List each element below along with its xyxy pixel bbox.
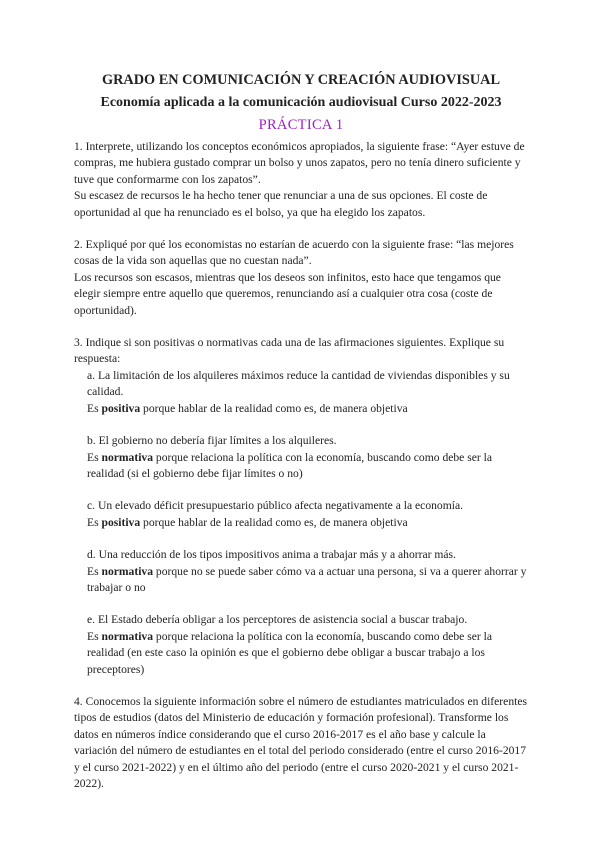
item-e-answer: Es normativa porque relaciona la política con la economía, buscando como debe ser la realidad (en este caso la opinión es que el gobierno debe obligar a buscar trabajo a los preceptores) (87, 629, 493, 676)
question-3 (74, 335, 528, 678)
item-c-statement: c. Un elevado déficit presupuestario público afecta negativamente a la economía. (87, 499, 463, 513)
question-3-text: 3. Indique si son positivas o normativas cada una de las afirmaciones siguientes. Explique su respuesta: (74, 336, 505, 366)
item-c (74, 498, 528, 531)
item-d (74, 547, 528, 596)
question-1 (74, 139, 528, 221)
document-title: GRADO EN COMUNICACIÓN Y CREACIÓN AUDIOVISUAL (101, 72, 501, 88)
item-a-answer: Es positiva porque hablar de la realidad como es, de manera objetiva (87, 401, 408, 415)
question-4 (74, 694, 528, 792)
item-d-statement: d. Una reducción de los tipos impositivos anima a trabajar más y a ahorrar más. (87, 548, 456, 562)
classification-label: normativa (101, 564, 154, 578)
item-e-statement: e. El Estado debería obligar a los perceptores de asistencia social a buscar trabajo. (87, 613, 468, 627)
item-b-statement: b. El gobierno no debería fijar límites a los alquileres. (87, 434, 337, 448)
item-b (74, 433, 528, 482)
classification-label: positiva (101, 401, 141, 415)
question-4-text: 4. Conocemos la siguiente información sobre el número de estudiantes matriculados en diferentes tipos de estudios (datos del Ministerio de educación y formación profesional). Transforme los datos en números índice considerando que el curso 2016-2017 es el año base y calcule la variación del número de estudiantes en el total del periodo considerado (entre el curso 2016-2017 y el curso 2021-2022) y en el último año del periodo (entre el curso 2020-2021 y el curso 2021-2022). (74, 694, 527, 790)
practice-heading: PRÁCTICA 1 (258, 117, 344, 133)
item-a-statement: a. La limitación de los alquileres máximos reduce la cantidad de viviendas disponibles y su calidad. (87, 368, 510, 399)
classification-label: normativa (101, 629, 154, 643)
classification-label: positiva (101, 515, 141, 529)
classification-label: normativa (101, 450, 154, 464)
question-1-answer: Su escasez de recursos le ha hecho tener que renunciar a una de sus opciones. El coste de oportunidad al que ha renunciado es el bolso, ya que ha elegido los zapatos. (74, 189, 488, 219)
question-2-answer: Los recursos son escasos, mientras que los deseos son infinitos, esto hace que tengamos que elegir siempre entre aquello que queremos, renunciando así a cualquier otra cosa (coste de oportunidad). (74, 270, 501, 317)
question-2-text: 2. Expliqué por qué los economistas no estarían de acuerdo con la siguiente frase: “las mejores cosas de la vida son aquellas que no cuestan nada”. (74, 238, 514, 268)
item-d-answer: Es normativa porque no se puede saber cómo va a actuar una persona, si va a querer ahorrar y trabajar o no (87, 564, 527, 594)
item-a (74, 368, 528, 417)
course-subtitle: Economía aplicada a la comunicación audiovisual Curso 2022-2023 (100, 95, 502, 110)
item-b-answer: Es normativa porque relaciona la política con la economía, buscando como debe ser la realidad (si el gobierno debe fijar límites o no) (87, 450, 493, 480)
item-e (74, 612, 528, 678)
question-1-text: 1. Interprete, utilizando los conceptos económicos apropiados, la siguiente frase: “Ayer estuve de compras, me hubiera gustado comprar un bolso y unos zapatos, pero no tenía dinero suficiente y tuve que conformarme con los zapatos”. (74, 140, 525, 186)
question-2 (74, 237, 528, 319)
item-c-answer: Es positiva porque hablar de la realidad como es, de manera objetiva (87, 515, 408, 529)
